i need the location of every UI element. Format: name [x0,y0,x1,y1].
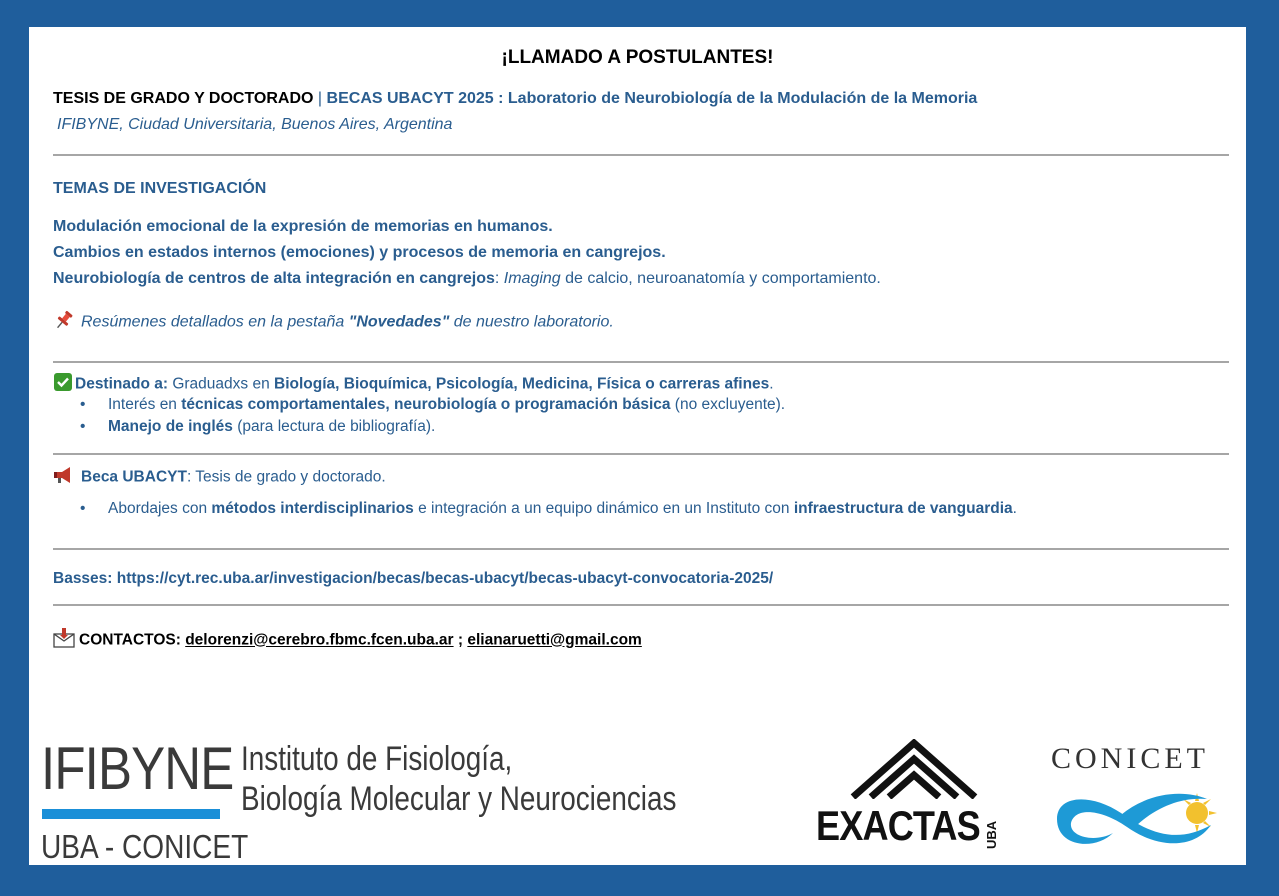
exactas-roof-icon [849,739,979,799]
exactas-uba: UBA [984,820,999,849]
topic-2: Cambios en estados internos (emociones) y procesos de memoria en cangrejos. [53,244,666,261]
subheading: TESIS DE GRADO Y DOCTORADO | BECAS UBACYT 2025 : Laboratorio de Neurobiología de la Modulación de la Memoria [53,90,978,107]
contacts-line: CONTACTOS: delorenzi@cerebro.fbmc.fcen.uba.ar ; elianaruetti@gmail.com [53,628,642,653]
ifibyne-logo: IFIBYNE UBA - CONICET [41,735,249,865]
flyer [29,27,1246,865]
program-title: BECAS UBACYT 2025 : Laboratorio de Neurobiología de la Modulación de la Memoria [326,90,978,107]
exactas-logo: EXACTAS [816,802,980,849]
ifibyne-fullname: Instituto de Fisiología, Biología Molecular y Neurociencias [241,740,677,818]
topic-1: Modulación emocional de la expresión de memorias en humanos. [53,218,553,235]
rules-link[interactable]: Basses: https://cyt.rec.uba.ar/investigacion/becas/becas-ubacyt/becas-ubacyt-convocatoria-2025/ [53,570,774,587]
audience-list [53,394,785,438]
divider [53,548,1229,550]
grant-list [53,498,1017,520]
email-delorenzi-link[interactable]: delorenzi@cerebro.fbmc.fcen.uba.ar [185,631,454,649]
topic-3: Neurobiología de centros de alta integración en cangrejos: Imaging de calcio, neuroanatomía y comportamiento. [53,270,881,287]
divider [53,361,1229,363]
megaphone-icon [53,465,75,490]
location: IFIBYNE, Ciudad Universitaria, Buenos Aires, Argentina [57,116,453,133]
audience-line: Destinado a: Graduadxs en Biología, Bioquímica, Psicología, Medicina, Física o carreras afines. [53,372,774,397]
pushpin-icon [53,309,75,336]
thesis-label: TESIS DE GRADO Y DOCTORADO [53,90,314,107]
divider [53,453,1229,455]
grant-line: Beca UBACYT: Tesis de grado y doctorado. [53,465,386,490]
envelope-icon [53,628,75,653]
conicet-logo: CONICET [1051,742,1209,775]
conicet-emblem-icon [1051,785,1231,851]
divider [53,154,1229,156]
divider [53,604,1229,606]
topics-title: TEMAS DE INVESTIGACIÓN [53,180,267,197]
list-item: • Abordajes con métodos interdisciplinarios e integración a un equipo dinámico en un Instituto con infraestructura de vanguardia. [53,498,1017,520]
page-title: ¡LLAMADO A POSTULANTES! [501,47,774,68]
list-item: • Manejo de inglés (para lectura de bibliografía). [53,416,785,438]
novedades-note: Resúmenes detallados en la pestaña "Novedades" de nuestro laboratorio. [53,309,614,336]
email-ruetti-link[interactable]: elianaruetti@gmail.com [467,631,642,649]
list-item: • Interés en técnicas comportamentales, neurobiología o programación básica (no excluyente). [53,394,785,416]
